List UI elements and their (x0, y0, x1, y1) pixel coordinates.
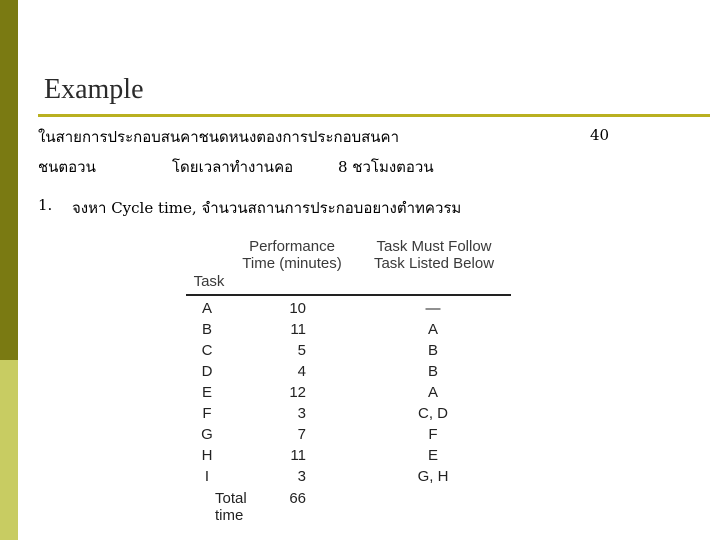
cell-follow: F (428, 426, 438, 443)
cell-follow: — (425, 300, 441, 317)
cell-task: C (201, 342, 213, 359)
cell-task: I (204, 468, 210, 485)
cell-task: F (202, 405, 212, 422)
cell-task: A (201, 300, 212, 317)
cell-follow: A (427, 384, 438, 401)
question-text: จงหา Cycle time, จำนวนสถานการประกอบอยางตำทควรม (72, 199, 462, 217)
cell-task: B (201, 321, 212, 338)
slide-title: Example (44, 74, 144, 105)
cell-follow: B (427, 342, 438, 359)
cell-follow: C, D (418, 405, 448, 422)
question-number: 1. (38, 196, 53, 214)
cell-follow: G, H (417, 468, 449, 485)
header-task: Task (193, 273, 225, 290)
header-performance-time: Performance Time (minutes) (242, 238, 342, 272)
cell-time: 7 (297, 426, 306, 443)
problem-line-1: ในสายการประกอบสนคาชนดหนงตองการประกอบสนคา (38, 128, 400, 146)
page-number: 40 (590, 126, 610, 144)
cell-time: 11 (290, 321, 306, 338)
cell-time: 3 (297, 405, 306, 422)
cell-time: 10 (289, 300, 306, 317)
cell-task: D (201, 363, 213, 380)
header-task-must-follow: Task Must Follow Task Listed Below (373, 238, 495, 272)
cell-task: H (201, 447, 213, 464)
cell-task: G (201, 426, 213, 443)
total-time-value: 66 (289, 490, 306, 507)
cell-task: E (201, 384, 212, 401)
accent-bar-top (0, 0, 18, 360)
cell-time: 5 (297, 342, 306, 359)
accent-bar-bottom (0, 360, 18, 540)
cell-time: 4 (297, 363, 306, 380)
problem-line-2-part-2: โดยเวลาทำงานคอ (172, 158, 294, 176)
problem-line-2-part-3: 8 ชวโมงตอวน (338, 158, 434, 176)
cell-follow: E (427, 447, 438, 464)
cell-follow: B (427, 363, 438, 380)
header-underline (186, 294, 511, 296)
cell-follow: A (427, 321, 438, 338)
problem-line-2-part-1: ชนตอวน (38, 158, 96, 176)
cell-time: 11 (290, 447, 306, 464)
cell-time: 3 (297, 468, 306, 485)
cell-time: 12 (289, 384, 306, 401)
title-divider (38, 114, 710, 117)
total-time-label: Total time (215, 490, 247, 524)
